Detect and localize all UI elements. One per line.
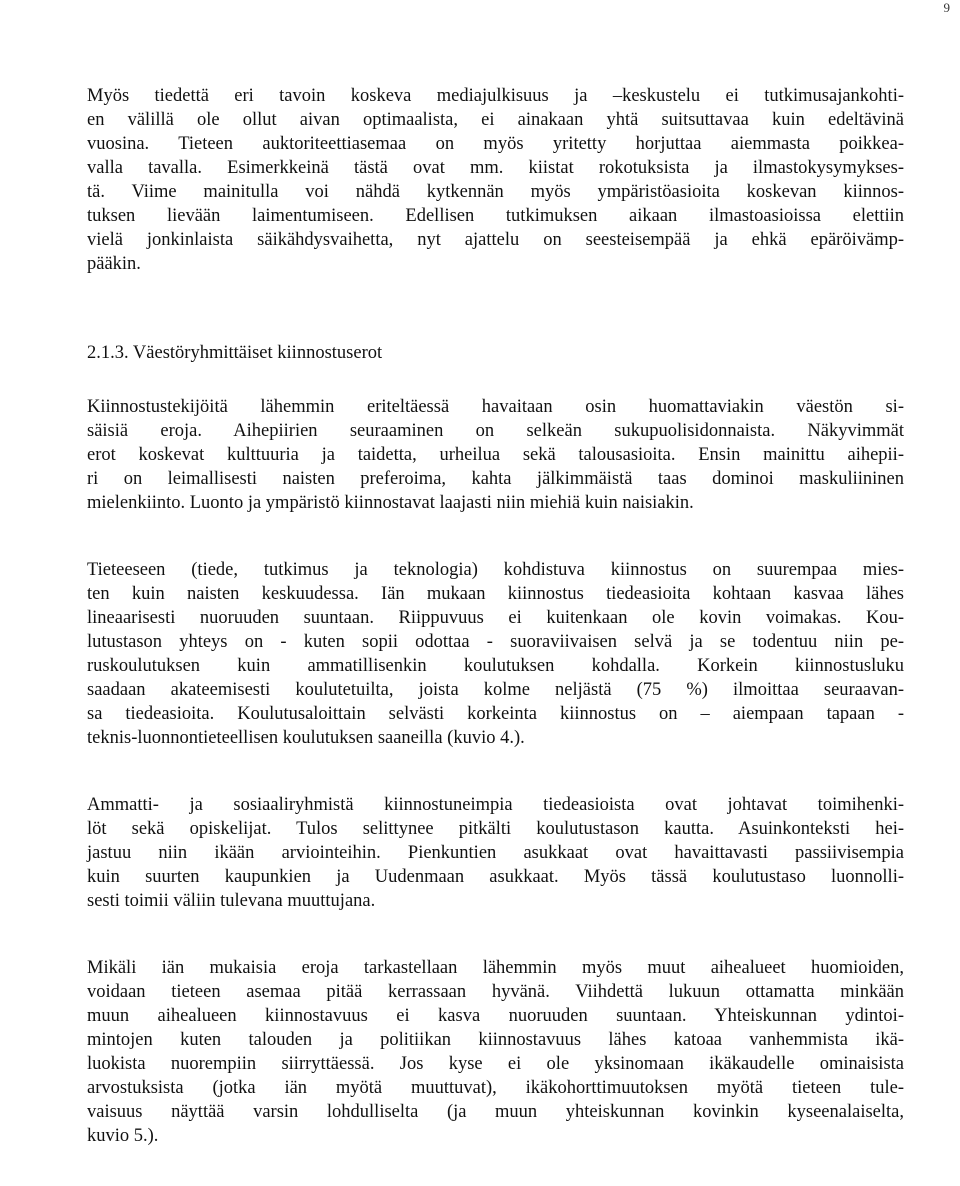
text-line: mintojen kuten talouden ja politiikan kiinnostavuus lähes katoaa vanhemmista ikä- [87,1030,904,1050]
text-line: sa tiedeasioita. Koulutusaloittain selvästi korkeinta kiinnostus on – aiempaan tapaan - [87,704,904,724]
text-line: ri on leimallisesti naisten preferoima, kahta jälkimmäistä taas dominoi maskuliininen [87,469,904,489]
section-heading: 2.1.3. Väestöryhmittäiset kiinnostuserot [87,343,383,363]
text-line: ruskoulutuksen kuin ammatillisenkin koulutuksen kohdalla. Korkein kiinnostusluku [87,656,904,676]
text-line: ten kuin naisten keskuudessa. Iän mukaan kiinnostus tiedeasioita kohtaan kasvaa lähes [87,584,904,604]
text-line: Tieteeseen (tiede, tutkimus ja teknologia) kohdistuva kiinnostus on suurempaa mies- [87,560,904,580]
text-line: Mikäli iän mukaisia eroja tarkastellaan lähemmin myös muut aihealueet huomioiden, [87,958,904,978]
text-line: valla tavalla. Esimerkkeinä tästä ovat mm. kiistat rokotuksista ja ilmastokysymykses- [87,158,904,178]
text-line: kuin suurten kaupunkien ja Uudenmaan asukkaat. Myös tässä koulutustaso luonnolli- [87,867,904,887]
text-line: säisiä eroja. Aihepiirien seuraaminen on selkeän sukupuolisidonnaista. Näkyvimmät [87,421,904,441]
text-line: saadaan akateemisesti koulutetuilta, joista kolme neljästä (75 %) ilmoittaa seuraavan- [87,680,904,700]
text-line: tuksen lievään laimentumiseen. Edellisen tutkimuksen aikaan ilmastoasioissa elettiin [87,206,904,226]
text-line: pääkin. [87,254,141,274]
text-line: teknis-luonnontieteellisen koulutuksen saaneilla (kuvio 4.). [87,728,525,748]
page-number: 9 [943,0,950,15]
text-line: voidaan tieteen asemaa pitää kerrassaan hyvänä. Viihdettä lukuun ottamatta minkään [87,982,904,1002]
text-line: en välillä ole ollut aivan optimaalista, ei ainakaan yhtä suitsuttavaa kuin edeltävinä [87,110,904,130]
text-line: kuvio 5.). [87,1126,159,1146]
text-line: arvostuksista (jotka iän myötä muuttuvat), ikäkohorttimuutoksen myötä tieteen tule- [87,1078,904,1098]
text-line: lutustason yhteys on - kuten sopii odottaa - suoraviivaisen selvä ja se todentuu niin pe- [87,632,904,652]
text-line: mielenkiinto. Luonto ja ympäristö kiinnostavat laajasti niin miehiä kuin naisiakin. [87,493,694,513]
text-line: lineaarisesti nuoruuden suuntaan. Riippuvuus ei kuitenkaan ole kovin voimakas. Kou- [87,608,904,628]
text-line: Kiinnostustekijöitä lähemmin eriteltäessä havaitaan osin huomattaviakin väestön si- [87,397,904,417]
text-line: muun aihealueen kiinnostavuus ei kasva nuoruuden suuntaan. Yhteiskunnan ydintoi- [87,1006,904,1026]
text-line: erot koskevat kulttuuria ja taidetta, urheilua sekä talousasioita. Ensin mainittu aihepii- [87,445,904,465]
text-line: sesti toimii väliin tulevana muuttujana. [87,891,376,911]
text-line: vielä jonkinlaista säikähdysvaihetta, nyt ajattelu on seesteisempää ja ehkä epäröivämp- [87,230,904,250]
text-line: vuosina. Tieteen auktoriteettiasemaa on myös yritetty horjuttaa aiemmasta poikkea- [87,134,904,154]
text-line: löt sekä opiskelijat. Tulos selittynee pitkälti koulutustason kautta. Asuinkonteksti hei- [87,819,904,839]
text-line: jastuu niin ikään arviointeihin. Pienkuntien asukkaat ovat havaittavasti passiivisempia [87,843,904,863]
text-line: vaisuus näyttää varsin lohdulliselta (ja muun yhteiskunnan kovinkin kyseenalaiselta, [87,1102,904,1122]
text-line: luokista nuorempiin siirryttäessä. Jos kyse ei ole yksinomaan ikäkaudelle ominaisista [87,1054,904,1074]
text-line: Myös tiedettä eri tavoin koskeva mediajulkisuus ja –keskustelu ei tutkimusajankohti- [87,86,904,106]
text-line: tä. Viime mainitulla voi nähdä kytkennän myös ympäristöasioita koskevan kiinnos- [87,182,904,202]
text-line: Ammatti- ja sosiaaliryhmistä kiinnostuneimpia tiedeasioista ovat johtavat toimihenki- [87,795,904,815]
